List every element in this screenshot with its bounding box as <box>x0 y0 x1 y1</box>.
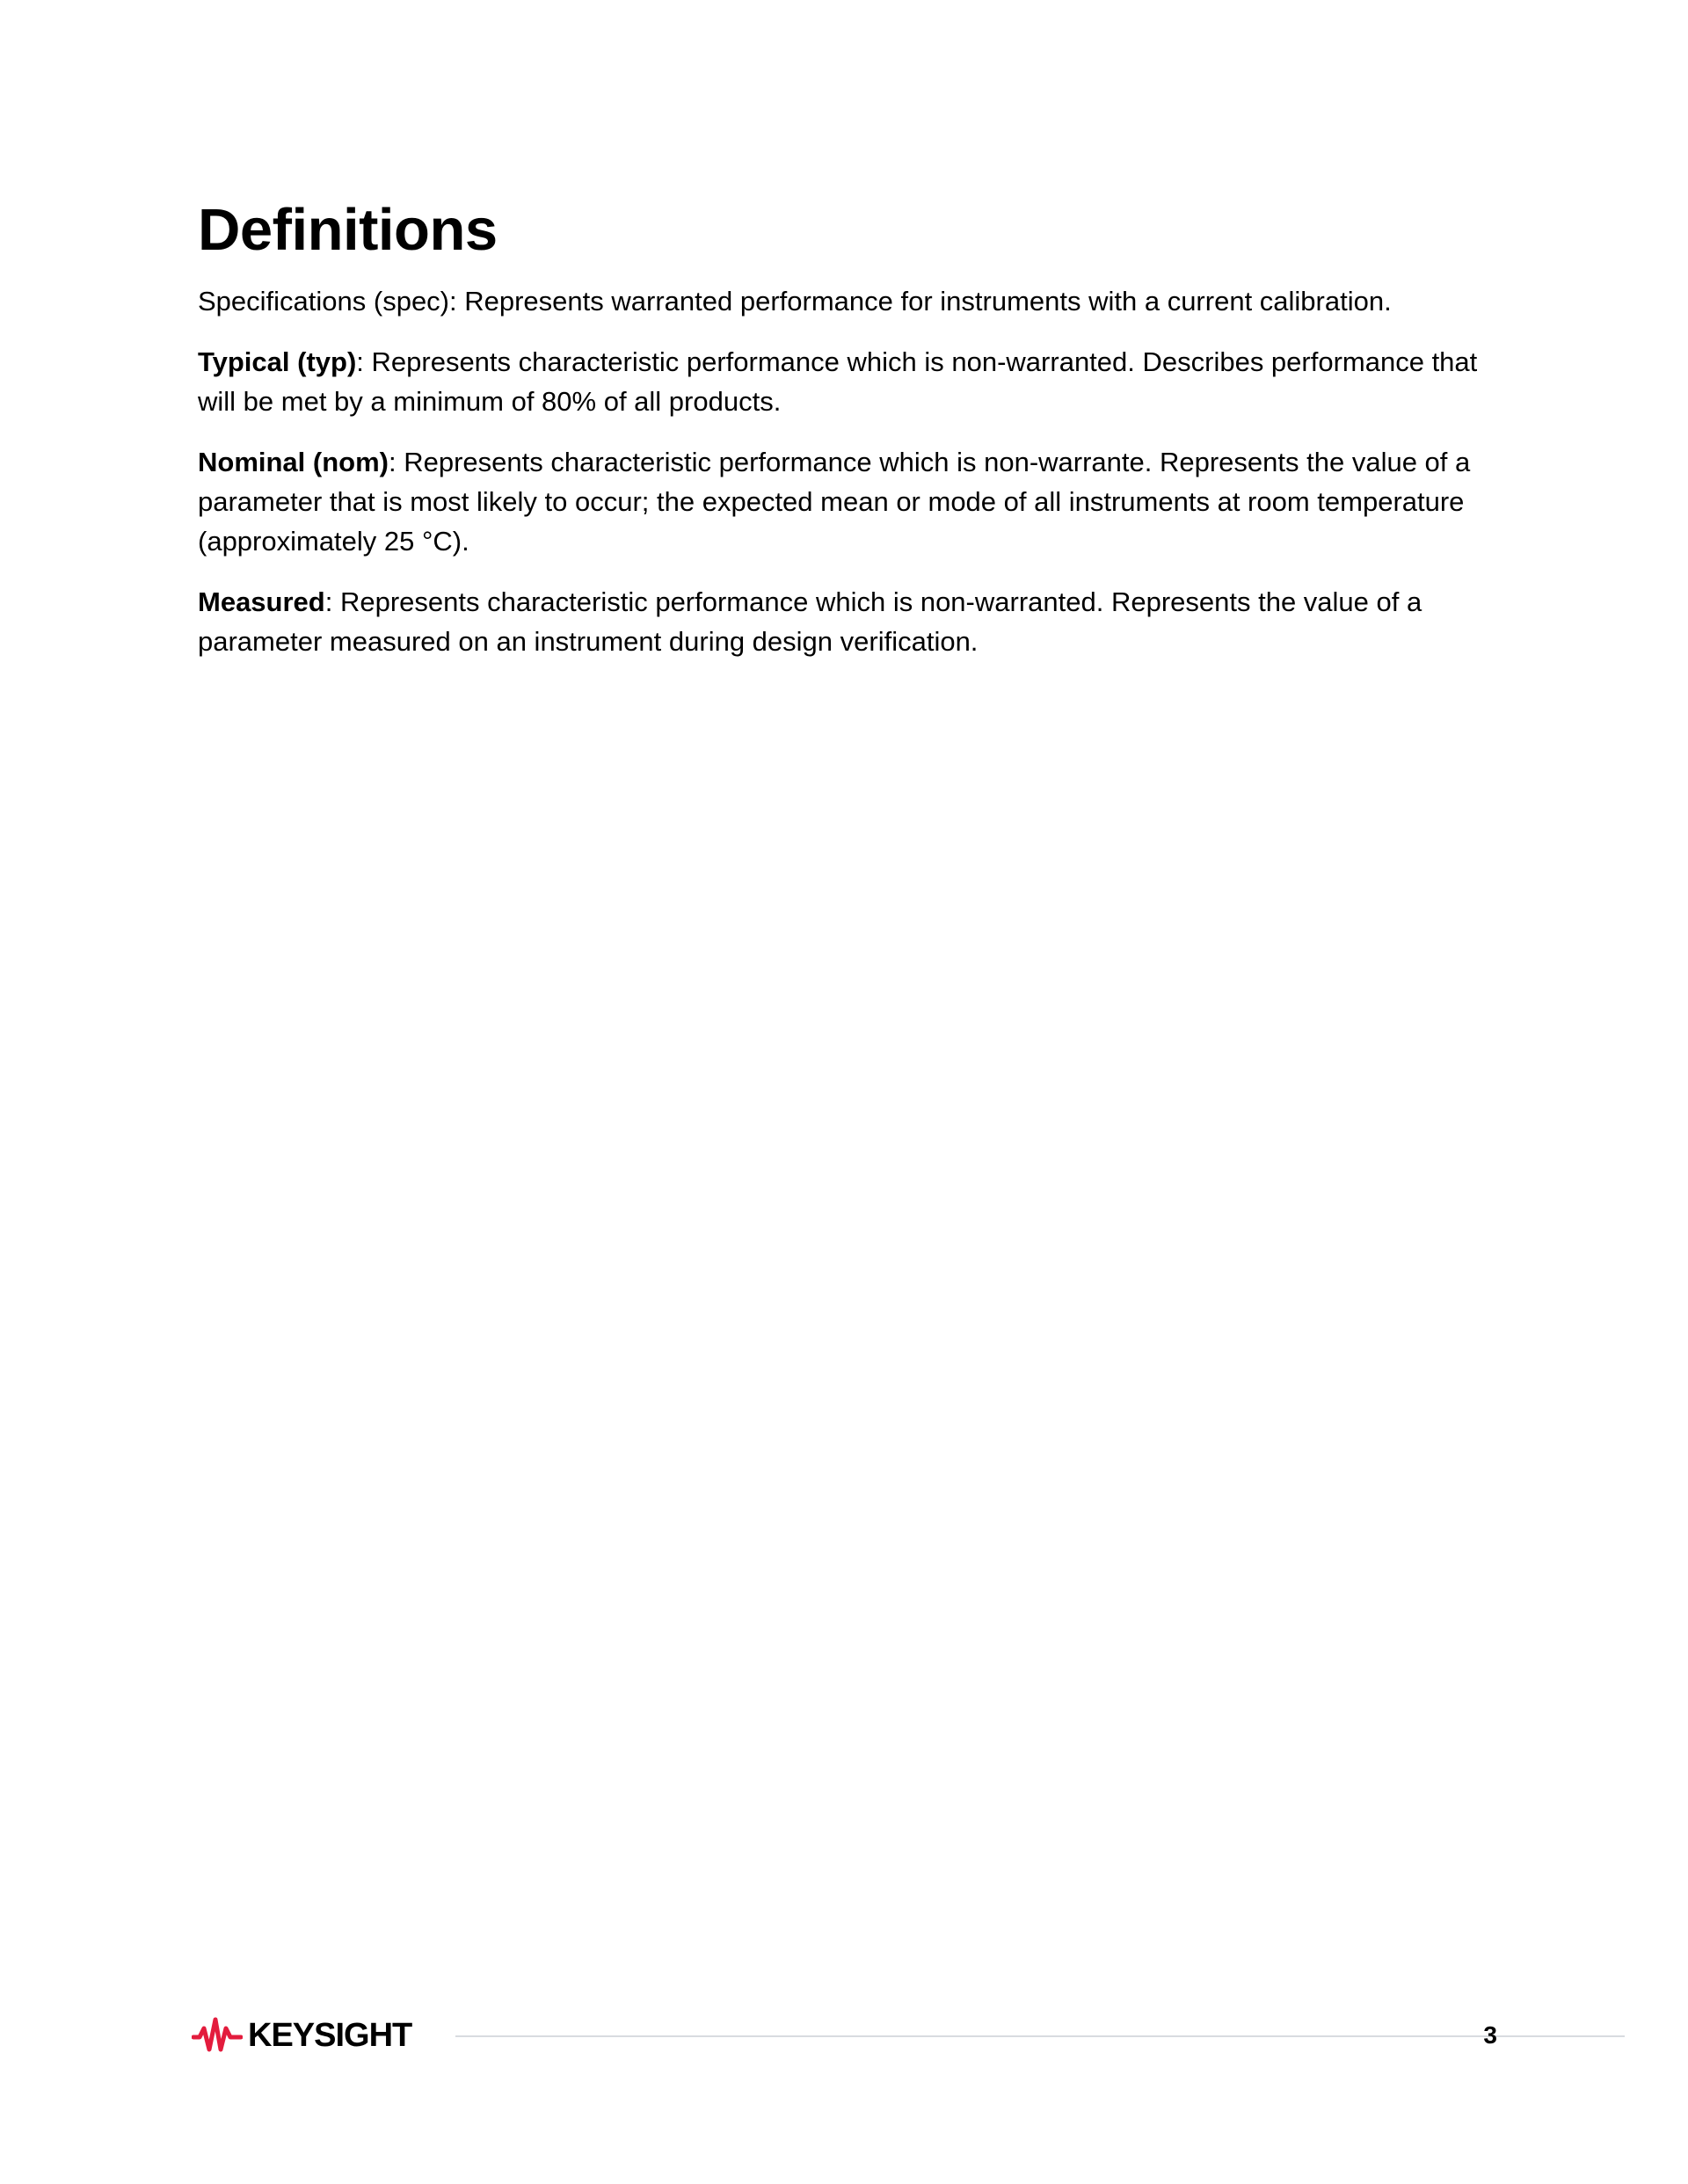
keysight-wave-icon <box>192 2016 243 2055</box>
definition-term: Nominal (nom) <box>198 447 389 477</box>
definition-spec <box>198 281 1508 321</box>
definition-term: Measured <box>198 586 325 617</box>
definition-text: : Represents characteristic performance which is non-warranted. Represents the value of a parameter measured on an instrument during design verification. <box>198 586 1422 657</box>
definition-text: : Represents characteristic performance which is non-warranted. Describes performance that will be met by a minimum of 80% of all products. <box>198 346 1478 417</box>
page-number: 3 <box>1483 2021 1497 2049</box>
definition-measured <box>198 582 1508 661</box>
logo-wordmark: KEYSIGHT <box>248 2017 412 2054</box>
page-footer <box>192 2013 1497 2057</box>
page-title: Definitions <box>198 197 498 263</box>
definition-term: Typical (typ) <box>198 346 357 377</box>
keysight-logo <box>192 2013 411 2057</box>
footer-divider <box>455 2035 1625 2037</box>
definition-nominal <box>198 442 1508 561</box>
definition-text: Specifications (spec): Represents warranted performance for instruments with a current calibration. <box>198 286 1392 317</box>
definitions-list <box>198 281 1508 682</box>
definition-typical <box>198 342 1508 421</box>
definition-text: : Represents characteristic performance which is non-warrante. Represents the value of a parameter that is most likely to occur; the expected mean or mode of all instruments at room temperature (approximately 25 °C). <box>198 447 1471 557</box>
